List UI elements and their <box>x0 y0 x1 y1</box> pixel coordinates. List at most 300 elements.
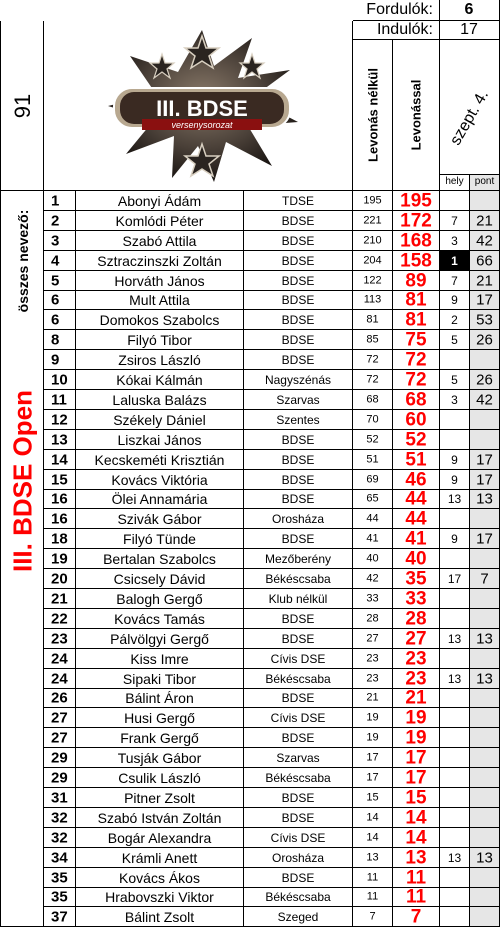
net-score-cell <box>393 251 440 271</box>
rank-cell <box>44 509 76 529</box>
raw-score-cell <box>353 589 393 609</box>
club-cell <box>244 330 353 350</box>
net-score-value: 11 <box>405 868 427 888</box>
place-cell <box>440 271 470 291</box>
rank-cell <box>44 748 76 768</box>
points-cell <box>470 689 500 708</box>
name-value: Laluska Balázs <box>112 391 207 408</box>
raw-score-value: 19 <box>366 731 379 743</box>
raw-score-value: 23 <box>366 652 379 664</box>
place-value: 7 <box>451 273 458 288</box>
place-cell <box>440 509 470 529</box>
name-cell <box>76 768 244 788</box>
club-value: Békéscsaba <box>265 571 331 586</box>
net-score-cell <box>393 470 440 490</box>
club-value: Mezőberény <box>264 551 332 566</box>
raw-score-value: 40 <box>366 552 379 564</box>
club-cell <box>244 191 353 211</box>
col-header-with-deduction-label: Levonással <box>408 79 424 151</box>
place-value: 3 <box>451 233 458 248</box>
club-value: BDSE <box>281 332 315 347</box>
name-cell <box>76 370 244 390</box>
raw-score-cell <box>353 430 393 450</box>
points-value: 26 <box>476 371 493 388</box>
rank-cell <box>44 310 76 330</box>
club-value: BDSE <box>281 233 315 248</box>
rank-cell <box>44 549 76 569</box>
net-score-value: 41 <box>405 529 427 549</box>
club-cell <box>244 470 353 490</box>
rank-cell <box>44 689 76 708</box>
points-cell <box>470 330 500 350</box>
rank-cell <box>44 291 76 310</box>
rank-value: 20 <box>51 570 68 587</box>
place-cell <box>440 350 470 370</box>
event-title-cell <box>0 191 44 927</box>
name-cell <box>76 430 244 450</box>
points-value: 21 <box>476 272 493 289</box>
name-cell <box>76 848 244 868</box>
raw-score-value: 11 <box>366 871 379 883</box>
name-cell <box>76 410 244 430</box>
club-value: Cívis DSE <box>270 830 326 845</box>
raw-score-value: 17 <box>366 751 379 763</box>
raw-score-cell <box>353 370 393 390</box>
club-value: Szentes <box>276 412 320 427</box>
name-value: Szabó István Zoltán <box>97 809 222 826</box>
name-cell <box>76 231 244 251</box>
raw-score-value: 72 <box>366 373 379 385</box>
name-cell <box>76 291 244 310</box>
points-cell <box>470 868 500 888</box>
club-cell <box>244 669 353 689</box>
rank-cell <box>44 490 76 509</box>
name-cell <box>76 211 244 231</box>
name-value: Domokos Szabolcs <box>99 311 220 328</box>
club-value: BDSE <box>281 472 315 487</box>
raw-score-cell <box>353 271 393 291</box>
name-value: Zsiros László <box>118 351 201 368</box>
club-cell <box>244 251 353 271</box>
raw-score-cell <box>353 310 393 330</box>
place-cell <box>440 609 470 629</box>
club-value: BDSE <box>281 631 315 646</box>
logo-main-text: III. BDSE <box>156 96 248 121</box>
logo-cell <box>44 21 353 191</box>
rank-cell <box>44 609 76 629</box>
raw-score-cell <box>353 629 393 649</box>
points-cell <box>470 828 500 848</box>
name-value: Kovács Ákos <box>119 869 200 886</box>
net-score-value: 15 <box>405 788 427 808</box>
name-cell <box>76 907 244 927</box>
rank-value: 32 <box>51 809 68 826</box>
raw-score-cell <box>353 291 393 310</box>
club-cell <box>244 430 353 450</box>
net-score-cell <box>393 509 440 529</box>
club-value: Szeged <box>277 909 319 924</box>
points-cell <box>470 888 500 907</box>
club-cell <box>244 271 353 291</box>
rank-value: 14 <box>51 451 68 468</box>
raw-score-cell <box>353 390 393 410</box>
net-score-cell <box>393 828 440 848</box>
raw-score-value: 17 <box>366 771 379 783</box>
club-value: Cívis DSE <box>270 710 326 725</box>
club-cell <box>244 549 353 569</box>
raw-score-value: 44 <box>366 512 379 524</box>
place-cell <box>440 589 470 609</box>
club-cell <box>244 629 353 649</box>
club-cell <box>244 828 353 848</box>
place-value: 9 <box>451 293 458 307</box>
name-value: Bogár Alexandra <box>107 829 212 846</box>
points-cell <box>470 569 500 589</box>
place-value: 17 <box>447 571 462 586</box>
name-value: Abonyi Ádám <box>117 192 202 209</box>
place-value: 13 <box>447 850 462 865</box>
raw-score-value: 52 <box>366 433 379 445</box>
club-value: BDSE <box>281 810 315 825</box>
rank-value: 6 <box>51 291 60 309</box>
raw-score-value: 204 <box>363 254 382 266</box>
rank-value: 9 <box>51 351 60 368</box>
net-score-cell <box>393 211 440 231</box>
net-score-cell <box>393 529 440 549</box>
raw-score-cell <box>353 689 393 708</box>
place-cell <box>440 828 470 848</box>
name-cell <box>76 490 244 509</box>
club-value: Szarvas <box>276 392 320 407</box>
club-cell <box>244 291 353 310</box>
raw-score-cell <box>353 708 393 728</box>
rank-cell <box>44 708 76 728</box>
place-value: 9 <box>451 472 458 487</box>
points-cell <box>470 410 500 430</box>
net-score-cell <box>393 450 440 470</box>
place-cell <box>440 569 470 589</box>
net-score-value: 19 <box>405 728 427 748</box>
net-score-value: 81 <box>405 291 427 310</box>
name-value: Filyó Tibor <box>127 331 192 348</box>
net-score-value: 35 <box>405 569 427 589</box>
net-score-cell <box>393 549 440 569</box>
net-score-value: 75 <box>405 330 427 350</box>
name-cell <box>76 310 244 330</box>
entrants-label: Indulók: <box>376 21 433 38</box>
name-value: Szabó Attila <box>122 232 197 249</box>
place-value: 7 <box>451 213 458 228</box>
club-value: BDSE <box>281 790 315 805</box>
net-score-value: 52 <box>405 430 427 450</box>
net-score-value: 23 <box>405 669 427 689</box>
points-cell <box>470 191 500 211</box>
raw-score-cell <box>353 649 393 669</box>
club-value: BDSE <box>281 492 315 506</box>
points-cell <box>470 310 500 330</box>
points-cell <box>470 350 500 370</box>
raw-score-value: 15 <box>366 791 379 803</box>
place-cell <box>440 808 470 828</box>
club-value: BDSE <box>281 452 315 467</box>
points-cell <box>470 768 500 788</box>
points-header-label: pont <box>474 176 495 187</box>
raw-score-value: 70 <box>366 413 379 425</box>
points-value: 17 <box>476 451 493 468</box>
raw-score-value: 113 <box>363 293 382 306</box>
net-score-value: 40 <box>405 549 427 569</box>
name-cell <box>76 569 244 589</box>
points-cell <box>470 271 500 291</box>
club-cell <box>244 689 353 708</box>
rounds-label-cell <box>353 0 440 21</box>
club-value: BDSE <box>281 293 315 307</box>
place-cell <box>440 768 470 788</box>
raw-score-value: 68 <box>366 393 379 405</box>
net-score-value: 168 <box>400 231 432 251</box>
name-value: Balogh Gergő <box>116 590 203 607</box>
rank-value: 27 <box>51 709 68 726</box>
name-cell <box>76 549 244 569</box>
raw-score-cell <box>353 470 393 490</box>
points-cell <box>470 211 500 231</box>
name-value: Liszkai János <box>117 431 202 448</box>
rank-value: 2 <box>51 212 60 229</box>
net-score-value: 44 <box>405 509 427 529</box>
club-cell <box>244 788 353 808</box>
name-cell <box>76 330 244 350</box>
name-value: Csulik László <box>118 769 201 786</box>
rank-cell <box>44 410 76 430</box>
points-cell <box>470 231 500 251</box>
club-cell <box>244 509 353 529</box>
place-value: 13 <box>447 671 462 686</box>
club-cell <box>244 868 353 888</box>
name-cell <box>76 649 244 669</box>
rank-value: 3 <box>51 232 60 249</box>
rounds-value: 6 <box>464 1 474 18</box>
raw-score-value: 14 <box>366 831 379 843</box>
club-value: BDSE <box>281 870 315 885</box>
rank-value: 4 <box>51 252 60 269</box>
rank-cell <box>44 191 76 211</box>
net-score-cell <box>393 291 440 310</box>
rank-cell <box>44 888 76 907</box>
place-cell <box>440 888 470 907</box>
place-cell <box>440 370 470 390</box>
rank-cell <box>44 350 76 370</box>
rank-value: 37 <box>51 908 68 925</box>
raw-score-cell <box>353 609 393 629</box>
net-score-cell <box>393 231 440 251</box>
raw-score-value: 41 <box>366 532 379 544</box>
net-score-cell <box>393 609 440 629</box>
net-score-value: 19 <box>405 708 427 728</box>
club-cell <box>244 569 353 589</box>
name-value: Kovács Tamás <box>114 610 205 627</box>
place-cell <box>440 788 470 808</box>
raw-score-value: 28 <box>366 612 379 624</box>
rank-value: 24 <box>51 650 68 667</box>
net-score-value: 51 <box>405 450 427 470</box>
net-score-cell <box>393 569 440 589</box>
net-score-value: 158 <box>400 251 432 271</box>
club-cell <box>244 808 353 828</box>
name-cell <box>76 689 244 708</box>
raw-score-value: 7 <box>369 910 376 922</box>
points-value: 17 <box>476 291 493 309</box>
raw-score-cell <box>353 251 393 271</box>
net-score-cell <box>393 410 440 430</box>
raw-score-value: 33 <box>366 592 379 604</box>
place-cell <box>440 450 470 470</box>
name-cell <box>76 390 244 410</box>
club-value: BDSE <box>281 213 315 228</box>
raw-score-cell <box>353 231 393 251</box>
logo-sub-text: versenysorozat <box>171 120 233 130</box>
club-value: BDSE <box>281 730 315 745</box>
rounds-value-cell <box>440 0 500 21</box>
club-cell <box>244 231 353 251</box>
net-score-cell <box>393 868 440 888</box>
name-value: Kovács Viktória <box>111 471 208 488</box>
place-cell <box>440 529 470 549</box>
net-score-cell <box>393 649 440 669</box>
net-score-value: 27 <box>405 629 427 649</box>
net-score-value: 14 <box>405 828 427 848</box>
rank-cell <box>44 271 76 291</box>
club-cell <box>244 589 353 609</box>
place-cell <box>440 549 470 569</box>
name-value: Kókai Kálmán <box>116 371 203 388</box>
points-cell <box>470 589 500 609</box>
name-cell <box>76 251 244 271</box>
net-score-cell <box>393 490 440 509</box>
net-score-value: 72 <box>405 370 427 390</box>
club-value: Szarvas <box>276 750 320 765</box>
rank-cell <box>44 728 76 748</box>
net-score-cell <box>393 907 440 927</box>
net-score-value: 17 <box>405 748 427 768</box>
rank-cell <box>44 768 76 788</box>
rank-value: 11 <box>51 391 67 408</box>
name-value: Kiss Imre <box>130 650 189 667</box>
place-cell <box>440 251 470 271</box>
raw-score-cell <box>353 191 393 211</box>
place-cell <box>440 310 470 330</box>
points-cell <box>470 291 500 310</box>
rank-value: 29 <box>51 749 68 766</box>
raw-score-cell <box>353 888 393 907</box>
points-cell <box>470 788 500 808</box>
net-score-value: 33 <box>405 589 427 609</box>
rank-cell <box>44 370 76 390</box>
raw-score-cell <box>353 450 393 470</box>
points-cell <box>470 629 500 649</box>
rank-value: 35 <box>51 888 68 906</box>
points-cell <box>470 390 500 410</box>
club-value: BDSE <box>281 273 315 288</box>
rank-cell <box>44 430 76 450</box>
club-cell <box>244 748 353 768</box>
club-value: BDSE <box>281 611 315 626</box>
points-value: 26 <box>476 331 493 348</box>
net-score-value: 60 <box>405 410 427 430</box>
net-score-value: 172 <box>400 211 432 231</box>
name-value: Sztraczinszki Zoltán <box>97 252 222 269</box>
col-header-with-deduction <box>393 40 440 191</box>
rank-cell <box>44 649 76 669</box>
net-score-cell <box>393 888 440 907</box>
raw-score-cell <box>353 490 393 509</box>
points-cell <box>470 370 500 390</box>
place-value: 9 <box>451 531 458 546</box>
net-score-cell <box>393 708 440 728</box>
club-value: BDSE <box>281 312 315 327</box>
name-value: Ölei Annamária <box>111 491 208 507</box>
name-value: Horváth János <box>114 272 205 289</box>
place-cell <box>440 649 470 669</box>
total-entries-label: összes nevező: <box>15 209 31 313</box>
name-value: Csicsely Dávid <box>113 570 206 587</box>
total-entries-value: 91 <box>10 93 35 119</box>
entrants-label-cell <box>353 21 440 40</box>
name-value: Tusják Gábor <box>117 749 202 766</box>
raw-score-cell <box>353 350 393 370</box>
raw-score-value: 81 <box>366 313 379 325</box>
club-value: Békéscsaba <box>265 890 331 904</box>
place-cell <box>440 430 470 450</box>
net-score-value: 21 <box>405 689 427 708</box>
rank-cell <box>44 589 76 609</box>
points-value: 21 <box>476 212 493 229</box>
net-score-cell <box>393 330 440 350</box>
rank-value: 18 <box>51 530 68 547</box>
col-header-without-deduction <box>353 40 393 191</box>
name-value: Hrabovszki Viktor <box>105 889 214 905</box>
rank-cell <box>44 251 76 271</box>
net-score-cell <box>393 629 440 649</box>
place-cell <box>440 868 470 888</box>
points-cell <box>470 708 500 728</box>
raw-score-cell <box>353 549 393 569</box>
points-value: 17 <box>476 530 493 547</box>
place-value: 2 <box>451 312 458 327</box>
name-cell <box>76 708 244 728</box>
place-cell <box>440 330 470 350</box>
rank-value: 8 <box>51 331 60 348</box>
round-date-cell <box>440 40 500 175</box>
rank-value: 34 <box>51 849 68 866</box>
raw-score-value: 221 <box>363 214 382 226</box>
net-score-value: 23 <box>405 649 427 669</box>
net-score-cell <box>393 390 440 410</box>
raw-score-value: 42 <box>366 572 379 584</box>
name-value: Pálvölgyi Gergő <box>110 630 209 647</box>
club-value: BDSE <box>281 253 315 268</box>
raw-score-value: 14 <box>366 811 379 823</box>
name-cell <box>76 609 244 629</box>
entrants-value: 17 <box>460 21 478 38</box>
raw-score-value: 210 <box>363 234 382 246</box>
club-value: BDSE <box>281 432 315 447</box>
points-value: 13 <box>476 849 493 866</box>
points-value: 17 <box>476 471 493 488</box>
name-value: Szivák Gábor <box>117 510 202 527</box>
raw-score-value: 122 <box>363 274 382 286</box>
name-value: Pitner Zsolt <box>124 789 195 806</box>
place-cell <box>440 490 470 509</box>
